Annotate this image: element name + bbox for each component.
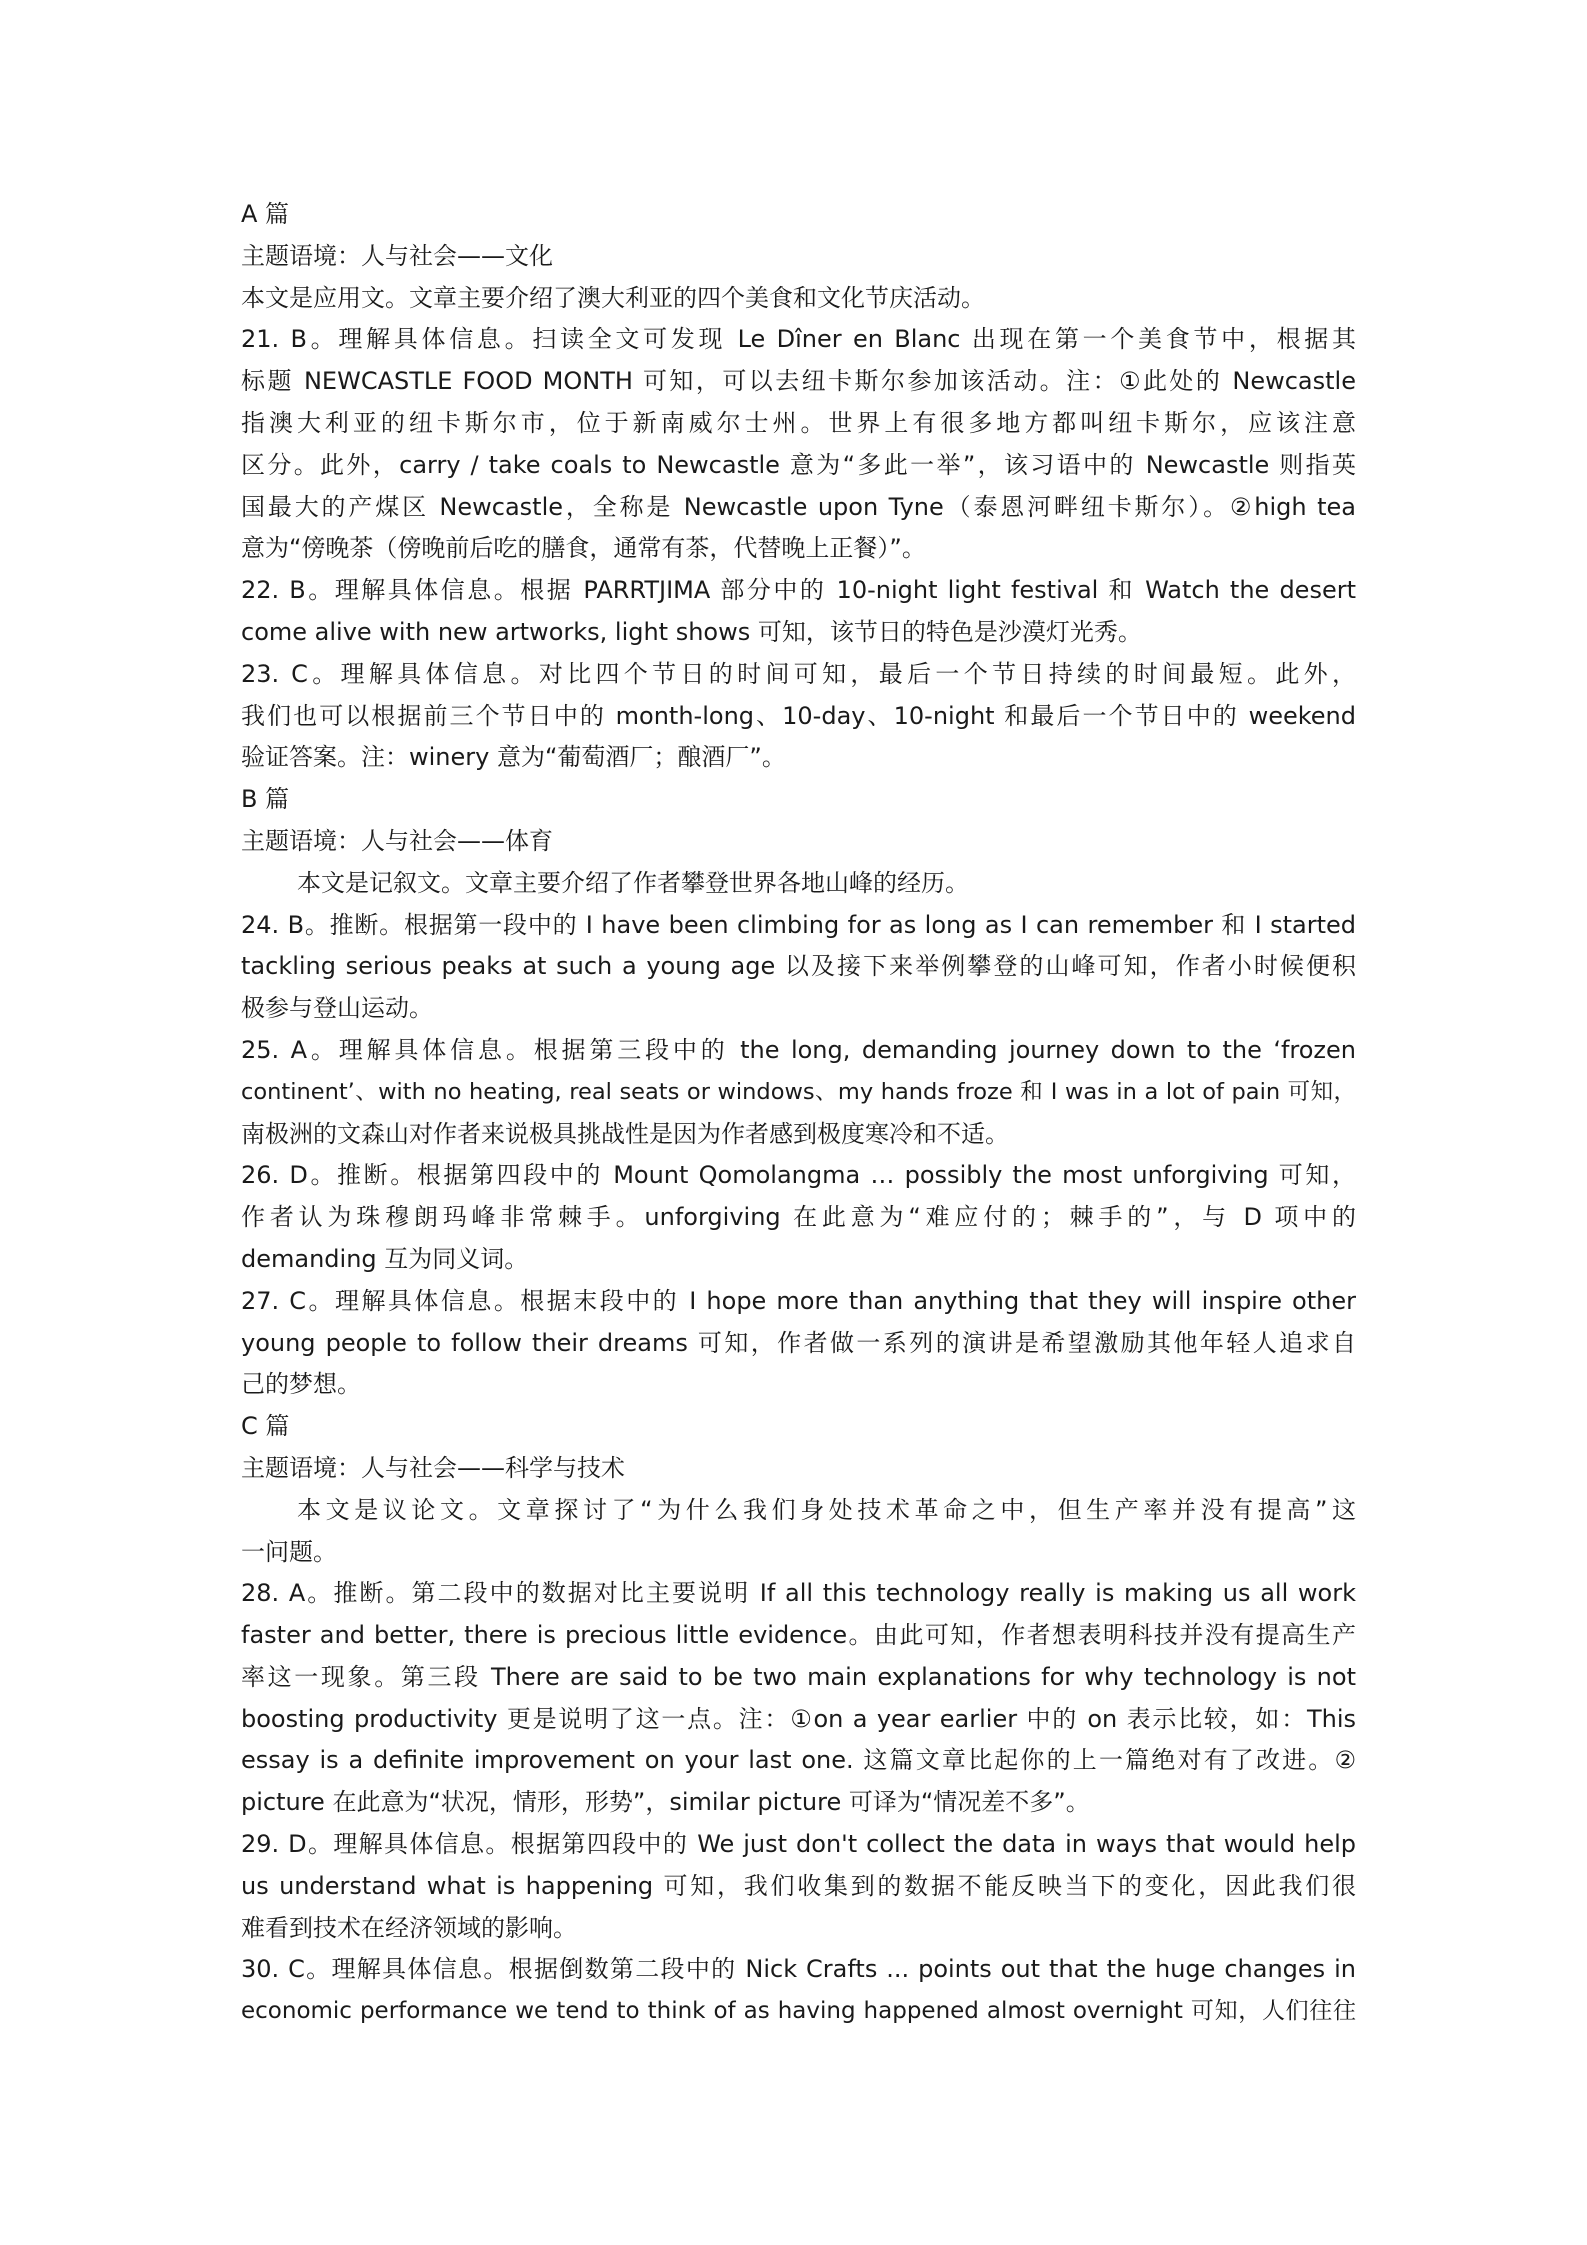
answer-21-line-3: 指澳大利亚的纽卡斯尔市，位于新南威尔士州。世界上有很多地方都叫纽卡斯尔，应该注意 [241,408,1356,437]
section-heading-c: C 篇 [241,1412,290,1441]
passage-summary-c-line-1: 本文是议论文。文章探讨了“为什么我们身处技术革命之中，但生产率并没有提高”这 [297,1495,1356,1524]
answer-22-line-1: 22. B。理解具体信息。根据 PARRTJIMA 部分中的 10-night light festival 和 Watch the desert [241,576,1356,605]
answer-23-line-1: 23. C。理解具体信息。对比四个节日的时间可知，最后一个节日持续的时间最短。此外， [241,659,1356,688]
answer-28-line-6: picture 在此意为“状况，情形，形势”，similar picture 可译为“情况差不多”。 [241,1788,1090,1817]
answer-27-line-2: young people to follow their dreams 可知，作者做一系列的演讲是希望激励其他年轻人追求自 [241,1328,1356,1357]
answer-21-line-4: 区分。此外，carry / take coals to Newcastle 意为“多此一举”，该习语中的 Newcastle 则指英 [241,450,1356,479]
answer-26-line-3: demanding 互为同义词。 [241,1244,529,1273]
answer-25-line-1: 25. A。理解具体信息。根据第三段中的 the long, demanding journey down to the ‘frozen [241,1035,1356,1064]
answer-28-line-1: 28. A。推断。第二段中的数据对比主要说明 If all this technology really is making us all work [241,1579,1356,1608]
passage-summary-c-line-2: 一问题。 [241,1537,337,1566]
answer-30-line-2: economic performance we tend to think of as having happened almost overnight 可知，人们往往 [241,1998,1356,2025]
answer-24-line-1: 24. B。推断。根据第一段中的 I have been climbing for as long as I can remember 和 I started [241,910,1356,939]
answer-28-line-3: 率这一现象。第三段 There are said to be two main explanations for why technology is not [241,1662,1356,1691]
answer-28-line-4: boosting productivity 更是说明了这一点。注：①on a year earlier 中的 on 表示比较，如：This [241,1704,1356,1733]
answer-26-line-1: 26. D。推断。根据第四段中的 Mount Qomolangma … possibly the most unforgiving 可知， [241,1161,1356,1190]
answer-28-line-2: faster and better, there is precious little evidence。由此可知，作者想表明科技并没有提高生产 [241,1621,1356,1650]
answer-29-line-1: 29. D。理解具体信息。根据第四段中的 We just don't collect the data in ways that would help [241,1830,1356,1859]
answer-23-line-3: 验证答案。注：winery 意为“葡萄酒厂；酿酒厂”。 [241,743,786,772]
answer-23-line-2: 我们也可以根据前三个节日中的 month-long、10-day、10-night 和最后一个节日中的 weekend [241,701,1356,730]
passage-summary-b: 本文是记叙文。文章主要介绍了作者攀登世界各地山峰的经历。 [297,868,969,897]
answer-27-line-3: 己的梦想。 [241,1370,361,1399]
answer-21-line-5: 国最大的产煤区 Newcastle，全称是 Newcastle upon Tyne（泰恩河畔纽卡斯尔）。②high tea [241,492,1356,521]
section-heading-b: B 篇 [241,785,290,814]
answer-26-line-2: 作者认为珠穆朗玛峰非常棘手。unforgiving 在此意为“难应付的；棘手的”，与 D 项中的 [241,1203,1356,1232]
answer-24-line-3: 极参与登山运动。 [241,994,433,1023]
answer-21-line-6: 意为“傍晚茶（傍晚前后吃的膳食，通常有茶，代替晚上正餐）”。 [241,534,926,563]
answer-25-line-2: continent’、with no heating, real seats or windows、my hands froze 和 I was in a lot of pain 可知， [241,1078,1356,1105]
answer-27-line-1: 27. C。理解具体信息。根据末段中的 I hope more than anything that they will inspire other [241,1286,1356,1315]
answer-25-line-3: 南极洲的文森山对作者来说极具挑战性是因为作者感到极度寒冷和不适。 [241,1119,1009,1148]
theme-context-c: 主题语境：人与社会——科学与技术 [241,1453,625,1482]
theme-context-a: 主题语境：人与社会——文化 [241,241,553,270]
answer-29-line-3: 难看到技术在经济领域的影响。 [241,1913,577,1942]
answer-29-line-2: us understand what is happening 可知，我们收集到的数据不能反映当下的变化，因此我们很 [241,1871,1356,1900]
answer-21-line-1: 21. B。理解具体信息。扫读全文可发现 Le Dîner en Blanc 出现在第一个美食节中，根据其 [241,325,1356,354]
answer-24-line-2: tackling serious peaks at such a young age 以及接下来举例攀登的山峰可知，作者小时候便积 [241,952,1356,981]
theme-context-b: 主题语境：人与社会——体育 [241,826,553,855]
section-heading-a: A 篇 [241,200,290,228]
answer-21-line-2: 标题 NEWCASTLE FOOD MONTH 可知，可以去纽卡斯尔参加该活动。注：①此处的 Newcastle [241,367,1356,396]
answer-30-line-1: 30. C。理解具体信息。根据倒数第二段中的 Nick Crafts ... points out that the huge changes in [241,1955,1356,1984]
answer-28-line-5: essay is a definite improvement on your last one. 这篇文章比起你的上一篇绝对有了改进。② [241,1746,1356,1775]
answer-22-line-2: come alive with new artworks, light shows 可知，该节日的特色是沙漠灯光秀。 [241,617,1142,646]
passage-summary-a: 本文是应用文。文章主要介绍了澳大利亚的四个美食和文化节庆活动。 [241,283,985,312]
document-page [241,194,1356,2033]
